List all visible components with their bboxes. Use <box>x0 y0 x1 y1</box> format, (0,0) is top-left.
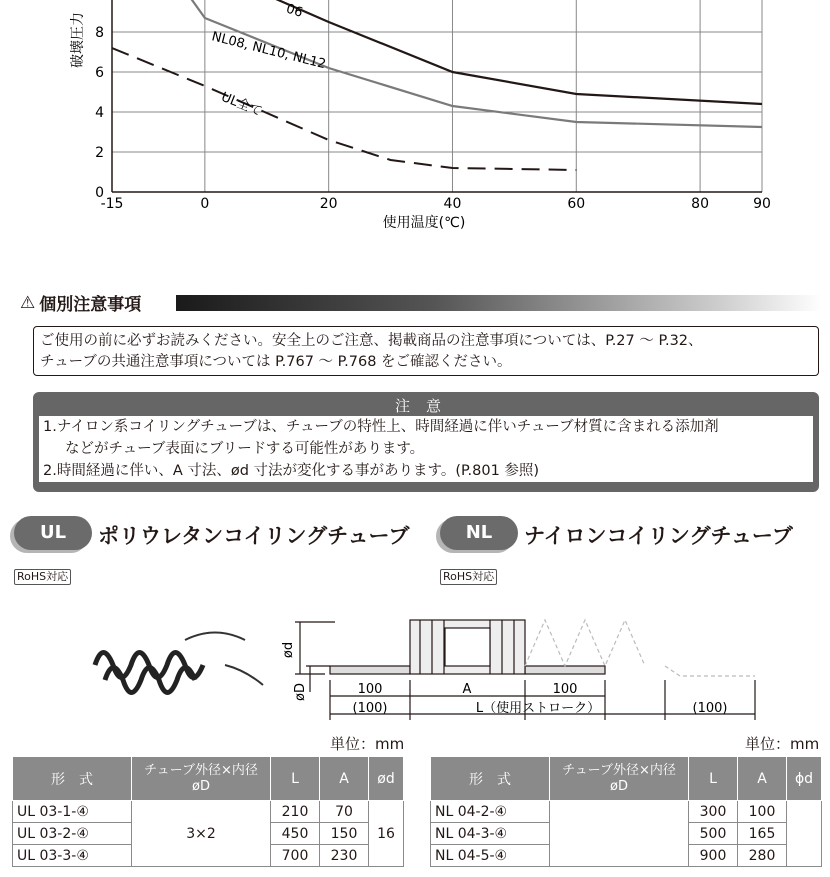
ul-rohs-badge: RoHS対応 <box>14 569 71 585</box>
notice-box <box>33 326 819 376</box>
section-bar <box>176 295 822 311</box>
notice-line: チューブの共通注意事項については P.767 ～ P.768 をご確認ください。 <box>40 354 512 370</box>
l-cell: 500 <box>689 823 738 845</box>
dim-a: A <box>462 682 472 697</box>
model-cell: UL 03-1-④ <box>13 801 132 823</box>
od-large-label: øD <box>293 683 308 701</box>
caution-title: 注意 <box>394 397 457 415</box>
y-tick-label: 6 <box>95 65 104 81</box>
x-tick-label: 20 <box>319 196 338 212</box>
dim-100-right-paren: (100) <box>692 701 728 716</box>
caution-item: 1.ナイロン系コイリングチューブは、チューブの特性上、時間経過に伴いチューブ材質に含まれる添加剤 <box>43 419 719 435</box>
table-row <box>431 801 822 823</box>
y-tick-label: 0 <box>95 185 104 201</box>
col-a: A <box>320 757 369 801</box>
series-label: UL全て <box>218 89 265 120</box>
x-axis-label: 使用温度(℃) <box>382 215 466 231</box>
col-size: チューブ外径×内径 øD <box>550 757 689 801</box>
series-line <box>186 0 762 127</box>
dim-100-right: 100 <box>552 682 578 697</box>
size-cell <box>550 801 689 867</box>
coil-tube-photo <box>85 620 265 700</box>
size-cell: 3×2 <box>132 801 271 867</box>
section-header <box>20 290 141 315</box>
dim-l: L（使用ストローク） <box>475 701 601 716</box>
a-cell: 100 <box>738 801 787 823</box>
col-l: L <box>689 757 738 801</box>
nl-badge: NL <box>440 516 518 550</box>
nl-rohs-badge: RoHS対応 <box>440 569 497 585</box>
l-cell: 900 <box>689 845 738 867</box>
dim-100-left: 100 <box>357 682 383 697</box>
od-cell <box>787 801 822 867</box>
section-title: 個別注意事項 <box>39 295 142 315</box>
series-label: NL08, NL10, NL12 <box>210 29 328 73</box>
notice-line: ご使用の前に必ずお読みください。安全上のご注意、掲載商品の注意事項については、P.27 ～ P.32、 <box>40 333 703 349</box>
caution-box <box>33 392 819 492</box>
x-tick-label: 90 <box>753 196 771 212</box>
model-cell: UL 03-2-④ <box>13 823 132 845</box>
od-small-label: ød <box>281 641 296 659</box>
pressure-temperature-chart <box>0 0 830 240</box>
a-cell: 230 <box>320 845 369 867</box>
y-tick-label: 4 <box>95 105 104 121</box>
x-tick-label: -15 <box>100 196 124 212</box>
series-line <box>112 0 762 104</box>
col-model: 形 式 <box>431 757 550 801</box>
col-l: L <box>271 757 320 801</box>
model-cell: NL 04-2-④ <box>431 801 550 823</box>
unit-label: 単位：mm <box>330 735 405 753</box>
l-cell: 210 <box>271 801 320 823</box>
l-cell: 300 <box>689 801 738 823</box>
caution-item: 2.時間経過に伴い、A 寸法、ød 寸法が変化する事があります。(P.801 参照) <box>43 463 540 479</box>
col-od: ϕd <box>787 757 822 801</box>
dim-100-left-paren: (100) <box>352 701 388 716</box>
l-cell: 450 <box>271 823 320 845</box>
model-cell: UL 03-3-④ <box>13 845 132 867</box>
series-label: 06 <box>284 1 305 21</box>
ul-product-title: ポリウレタンコイリングチューブ <box>98 524 410 548</box>
a-cell: 150 <box>320 823 369 845</box>
caution-item: などがチューブ表面にブリードする可能性があります。 <box>65 441 425 457</box>
model-cell: NL 04-3-④ <box>431 823 550 845</box>
x-tick-label: 60 <box>567 196 586 212</box>
x-tick-label: 0 <box>200 196 210 212</box>
a-cell: 280 <box>738 845 787 867</box>
y-axis-label: 破壊圧力 <box>70 12 86 68</box>
col-od: ød <box>369 757 404 801</box>
od-cell: 16 <box>369 801 404 867</box>
nl-product-title: ナイロンコイリングチューブ <box>524 524 793 548</box>
x-tick-label: 40 <box>443 196 462 212</box>
col-size: チューブ外径×内径 øD <box>132 757 271 801</box>
nl-spec-table <box>430 756 822 867</box>
dimension-diagram <box>270 610 830 720</box>
y-tick-label: 2 <box>95 145 104 161</box>
unit-label: 単位：mm <box>745 735 820 753</box>
table-row <box>13 801 404 823</box>
a-cell: 165 <box>738 823 787 845</box>
x-tick-label: 80 <box>691 196 710 212</box>
model-cell: NL 04-5-④ <box>431 845 550 867</box>
col-a: A <box>738 757 787 801</box>
y-tick-label: 8 <box>95 25 104 41</box>
a-cell: 70 <box>320 801 369 823</box>
col-model: 形 式 <box>13 757 132 801</box>
ul-badge: UL <box>14 516 92 550</box>
l-cell: 700 <box>271 845 320 867</box>
ul-spec-table <box>12 756 404 867</box>
warning-icon: ⚠ <box>20 292 36 313</box>
